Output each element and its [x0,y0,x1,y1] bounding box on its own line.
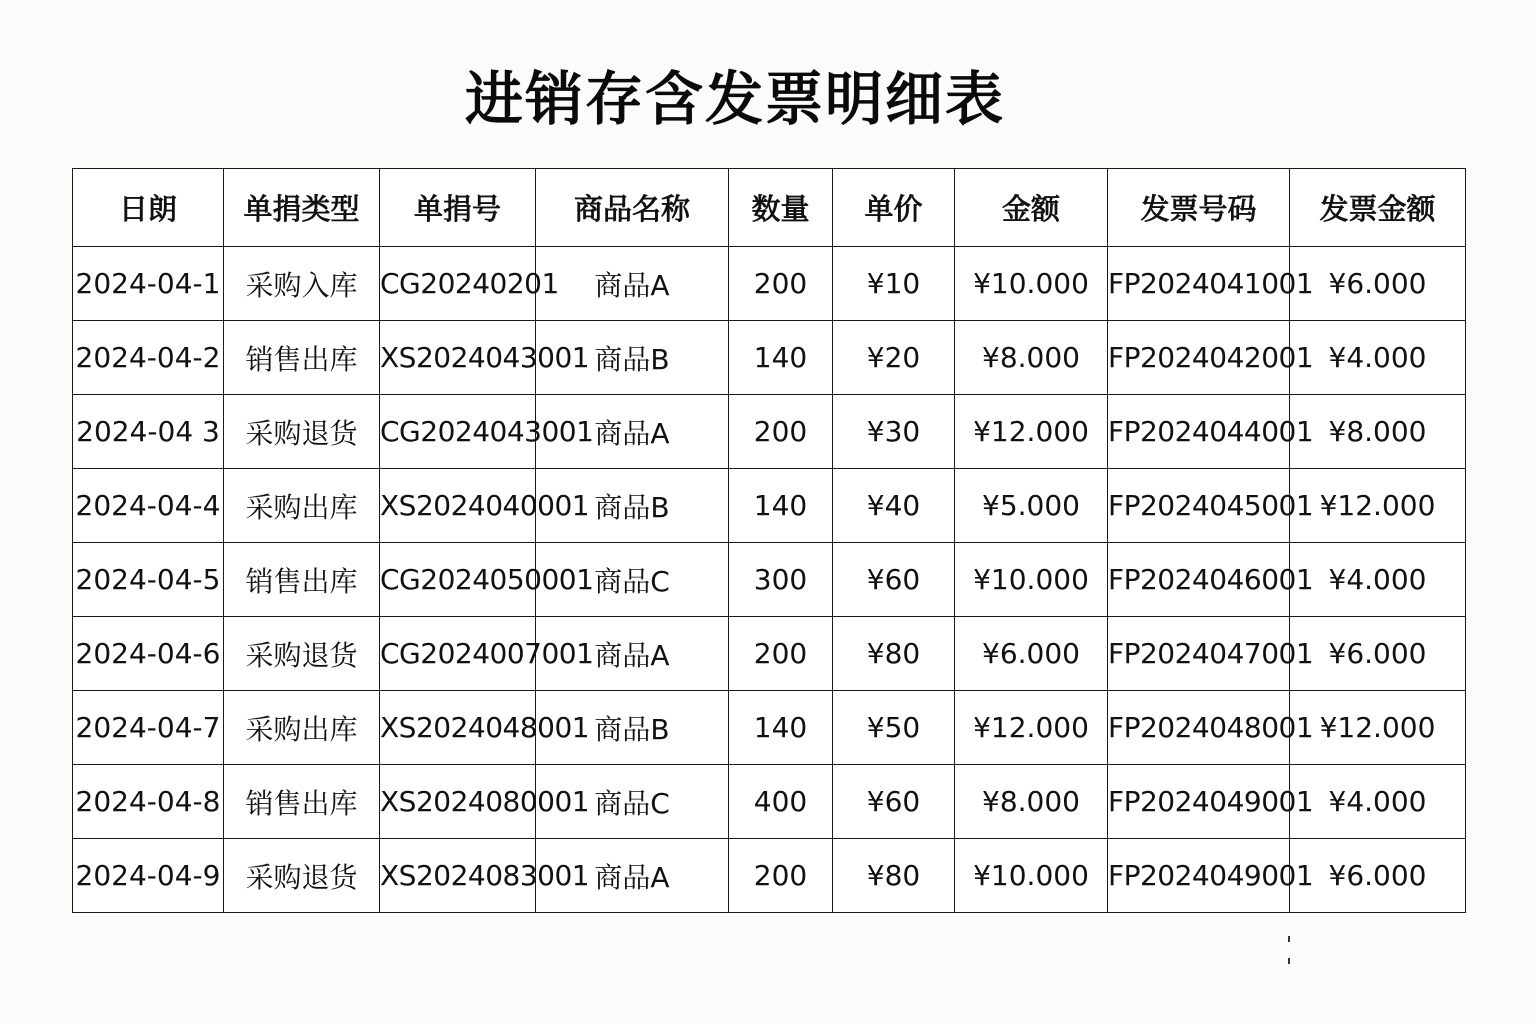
table-row [73,765,1466,839]
amount-cell: ¥12.000 [955,691,1108,765]
invoice-amount-cell: ¥4.000 [1290,765,1466,839]
product-name-cell: 商品A [536,839,729,913]
date-cell: 2024-04-1 [73,247,224,321]
doc-type-cell: 采购退货 [224,839,380,913]
doc-number-cell: XS2024043001 [380,321,536,395]
invoice-amount-cell: ¥4.000 [1290,543,1466,617]
doc-number-cell: CG2024050001 [380,543,536,617]
invoice-number-cell: FP2024048001 [1108,691,1290,765]
doc-type-cell: 采购入库 [224,247,380,321]
date-cell: 2024-04 3 [73,395,224,469]
table-body [73,247,1466,913]
invoice-number-cell: FP2024042001 [1108,321,1290,395]
date-cell: 2024-04-4 [73,469,224,543]
doc-number-cell: CG2024007001 [380,617,536,691]
header-invoice-number: 发票号码 [1108,169,1290,247]
date-cell: 2024-04-6 [73,617,224,691]
unit-price-cell: ¥60 [833,765,955,839]
invoice-amount-cell: ¥8.000 [1290,395,1466,469]
invoice-amount-cell: ¥6.000 [1290,247,1466,321]
unit-price-cell: ¥80 [833,839,955,913]
doc-number-cell: CG20240201 [380,247,536,321]
unit-price-cell: ¥60 [833,543,955,617]
header-date: 日朗 [73,169,224,247]
header-quantity: 数量 [729,169,833,247]
amount-cell: ¥10.000 [955,247,1108,321]
invoice-number-cell: FP2024049001 [1108,839,1290,913]
product-name-cell: 商品B [536,691,729,765]
table-row [73,247,1466,321]
invoice-ledger-table [72,168,1466,913]
unit-price-cell: ¥80 [833,617,955,691]
amount-cell: ¥6.000 [955,617,1108,691]
date-cell: 2024-04-5 [73,543,224,617]
invoice-number-cell: FP2024049001 [1108,765,1290,839]
product-name-cell: 商品B [536,321,729,395]
doc-type-cell: 采购出库 [224,469,380,543]
header-amount: 金额 [955,169,1108,247]
table-row [73,469,1466,543]
doc-type-cell: 采购出库 [224,691,380,765]
amount-cell: ¥8.000 [955,765,1108,839]
date-cell: 2024-04-2 [73,321,224,395]
unit-price-cell: ¥50 [833,691,955,765]
quantity-cell: 140 [729,691,833,765]
doc-type-cell: 销售出库 [224,321,380,395]
quantity-cell: 200 [729,247,833,321]
invoice-amount-cell: ¥6.000 [1290,617,1466,691]
quantity-cell: 200 [729,395,833,469]
amount-cell: ¥12.000 [955,395,1108,469]
quantity-cell: 140 [729,321,833,395]
header-doc-type: 单捐类型 [224,169,380,247]
date-cell: 2024-04-8 [73,765,224,839]
amount-cell: ¥10.000 [955,839,1108,913]
doc-number-cell: XS2024040001 [380,469,536,543]
invoice-amount-cell: ¥12.000 [1290,691,1466,765]
table-row [73,839,1466,913]
amount-cell: ¥8.000 [955,321,1108,395]
amount-cell: ¥10.000 [955,543,1108,617]
doc-number-cell: CG2024043001 [380,395,536,469]
amount-cell: ¥5.000 [955,469,1108,543]
quantity-cell: 300 [729,543,833,617]
table-row [73,321,1466,395]
doc-type-cell: 销售出库 [224,543,380,617]
date-cell: 2024-04-7 [73,691,224,765]
table-row [73,691,1466,765]
unit-price-cell: ¥20 [833,321,955,395]
invoice-number-cell: FP2024044001 [1108,395,1290,469]
product-name-cell: 商品B [536,469,729,543]
date-cell: 2024-04-9 [73,839,224,913]
header-doc-number: 单捐号 [380,169,536,247]
unit-price-cell: ¥40 [833,469,955,543]
product-name-cell: 商品C [536,543,729,617]
invoice-number-cell: FP2024047001 [1108,617,1290,691]
invoice-number-cell: FP2024046001 [1108,543,1290,617]
quantity-cell: 200 [729,839,833,913]
invoice-amount-cell: ¥12.000 [1290,469,1466,543]
doc-type-cell: 采购退货 [224,617,380,691]
product-name-cell: 商品A [536,617,729,691]
header-unit-price: 单价 [833,169,955,247]
product-name-cell: 商品A [536,395,729,469]
doc-number-cell: XS2024083001 [380,839,536,913]
product-name-cell: 商品C [536,765,729,839]
quantity-cell: 140 [729,469,833,543]
edge-mark [1288,936,1290,968]
invoice-amount-cell: ¥6.000 [1290,839,1466,913]
header-invoice-amount: 发票金额 [1290,169,1466,247]
table-row [73,543,1466,617]
invoice-number-cell: FP2024045001 [1108,469,1290,543]
table-row [73,395,1466,469]
page-title: 进销存含发票明细表 [464,65,1005,133]
unit-price-cell: ¥30 [833,395,955,469]
doc-number-cell: XS2024048001 [380,691,536,765]
quantity-cell: 400 [729,765,833,839]
doc-number-cell: XS2024080001 [380,765,536,839]
invoice-amount-cell: ¥4.000 [1290,321,1466,395]
invoice-number-cell: FP2024041001 [1108,247,1290,321]
quantity-cell: 200 [729,617,833,691]
header-product-name: 商品名称 [536,169,729,247]
doc-type-cell: 销售出库 [224,765,380,839]
table-row [73,617,1466,691]
table-header-row [73,169,1466,247]
product-name-cell: 商品A [536,247,729,321]
doc-type-cell: 采购退货 [224,395,380,469]
unit-price-cell: ¥10 [833,247,955,321]
